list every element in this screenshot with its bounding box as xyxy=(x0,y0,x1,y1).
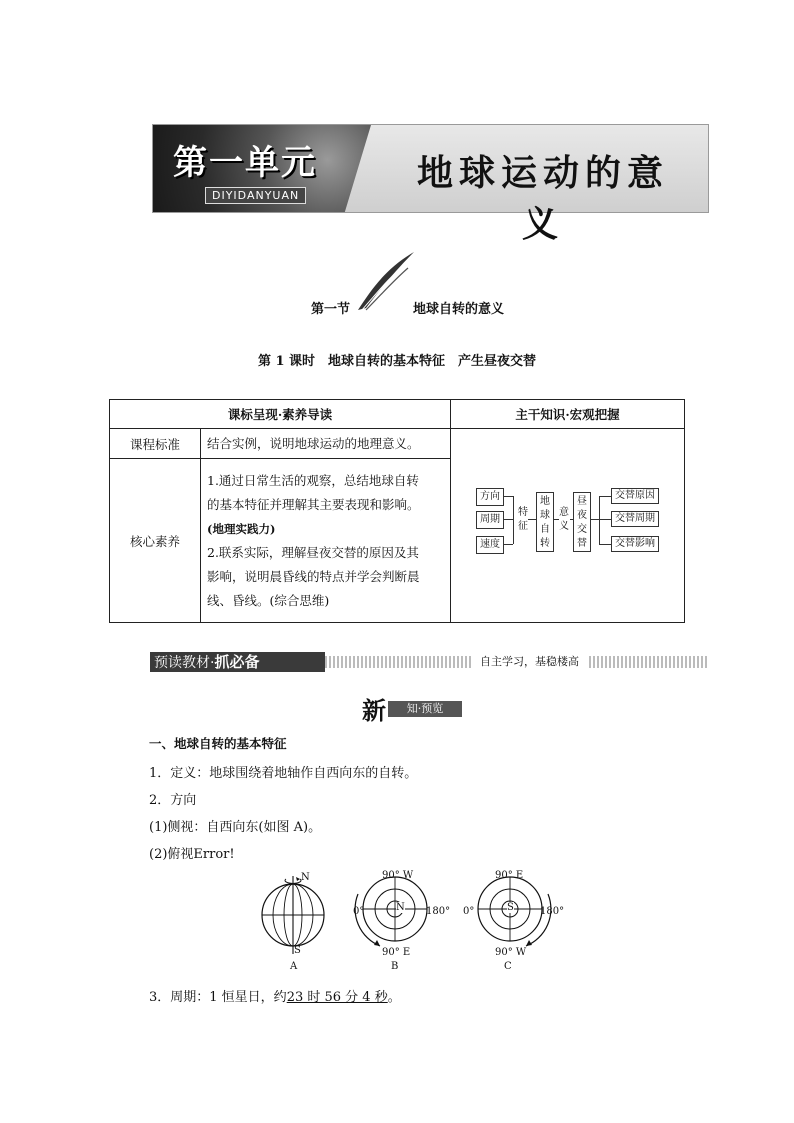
new-knowledge-badge xyxy=(360,695,462,725)
period-value: 23 时 56 分 4 秒 xyxy=(286,990,388,1005)
period-suffix: 。 xyxy=(387,990,401,1005)
banner-unit-label: 第一单元 xyxy=(173,143,317,183)
preread-tag-normal: 预读教材· xyxy=(154,655,215,671)
content-item-side-view: (1)侧视：自西向东(如图 A)。 xyxy=(149,820,322,835)
literacy-line: 影响，说明晨昏线的特点并学会判断晨 xyxy=(207,568,420,584)
row-label-standard: 课程标准 xyxy=(110,429,201,459)
mindmap-center-char: 球 xyxy=(540,510,550,521)
fig-a-north-label: N xyxy=(301,872,310,883)
fig-c-bottom-label: 90° W xyxy=(495,947,527,958)
fig-c-right-label: 180° xyxy=(540,906,565,917)
row-content-literacy xyxy=(201,459,451,623)
feather-decoration-icon xyxy=(356,250,416,312)
mindmap-alternation-period: 交替周期 xyxy=(611,511,659,527)
mindmap-center-char: 地 xyxy=(540,496,550,507)
mindmap-alternation-cause: 交替原因 xyxy=(611,488,659,504)
fig-a-caption: A xyxy=(290,961,298,972)
content-heading: 一、地球自转的基本特征 xyxy=(149,736,287,751)
mindmap-daynight-char: 昼 xyxy=(577,496,587,507)
fig-b-caption: B xyxy=(391,961,399,972)
globe-side-view-figure xyxy=(258,870,334,974)
fig-c-center-label: S xyxy=(507,902,514,913)
mindmap-meaning-char: 意 xyxy=(559,507,569,518)
mindmap-alternation-effect: 交替影响 xyxy=(611,536,659,552)
period-prefix: 3．周期：1 恒星日，约 xyxy=(149,990,287,1005)
mindmap-daynight-char: 交 xyxy=(577,524,587,535)
mindmap-feature-char: 征 xyxy=(518,521,528,532)
preread-subtitle: 自主学习，基稳楼高 xyxy=(472,653,587,671)
banner-pinyin: DIYIDANYUAN xyxy=(205,187,306,204)
preread-tag xyxy=(150,652,325,672)
banner-title: 地球运动的意义 xyxy=(416,153,669,245)
fig-b-bottom-label: 90° E xyxy=(382,947,411,958)
new-badge-small: 知·预览 xyxy=(388,701,462,717)
mindmap-daynight-char: 夜 xyxy=(577,510,587,521)
fig-b-left-label: 0° xyxy=(353,906,365,917)
content-item-direction: 2．方向 xyxy=(149,793,197,808)
fig-c-caption: C xyxy=(504,961,512,972)
row-content-standard: 结合实例，说明地球运动的地理意义。 xyxy=(201,429,451,459)
new-badge-big: 新 xyxy=(362,697,386,725)
knowledge-mindmap xyxy=(466,482,696,562)
content-item-period xyxy=(149,986,401,1005)
mindmap-direction: 方向 xyxy=(476,488,504,506)
mindmap-day-night xyxy=(573,492,591,552)
mindmap-speed: 速度 xyxy=(476,536,504,554)
mindmap-feature-char: 特 xyxy=(518,507,528,518)
preread-bar xyxy=(150,652,707,672)
section-number: 第一节 xyxy=(311,302,351,317)
literacy-line: 1.通过日常生活的观察，总结地球自转 xyxy=(207,472,419,488)
literacy-line: 线、昏线。(综合思维) xyxy=(207,592,330,608)
fig-b-center-label: N xyxy=(396,902,405,913)
content-item-top-view: (2)俯视Error! xyxy=(149,847,235,862)
mindmap-daynight-char: 替 xyxy=(577,538,587,549)
literacy-line: 的基本特征并理解其主要表现和影响。 xyxy=(207,496,420,512)
table-header-right: 主干知识·宏观把握 xyxy=(451,400,685,429)
fig-b-right-label: 180° xyxy=(426,906,451,917)
fig-c-left-label: 0° xyxy=(463,906,475,917)
section-title: 地球自转的意义 xyxy=(413,302,505,317)
literacy-line: (地理实践力) xyxy=(207,521,276,536)
mindmap-earth-rotation xyxy=(536,492,554,552)
table-header-left: 课标呈现·素养导读 xyxy=(110,400,451,429)
lesson-title: 第 1 课时 地球自转的基本特征 产生昼夜交替 xyxy=(257,354,537,369)
fig-c-top-label: 90° E xyxy=(495,870,524,881)
preread-tag-bold: 抓必备 xyxy=(214,653,260,671)
mindmap-center-char: 转 xyxy=(540,538,550,549)
mindmap-meaning-char: 义 xyxy=(559,521,569,532)
fig-b-top-label: 90° W xyxy=(382,870,414,881)
mindmap-period: 周期 xyxy=(476,511,504,529)
content-item-definition: 1．定义：地球围绕着地轴作自西向东的自转。 xyxy=(149,766,418,781)
fig-a-south-label: S xyxy=(294,945,301,956)
mindmap-center-char: 自 xyxy=(540,524,550,535)
row-label-literacy: 核心素养 xyxy=(110,459,201,623)
literacy-line: 2.联系实际，理解昼夜交替的原因及其 xyxy=(207,544,419,560)
unit-banner xyxy=(152,124,709,245)
